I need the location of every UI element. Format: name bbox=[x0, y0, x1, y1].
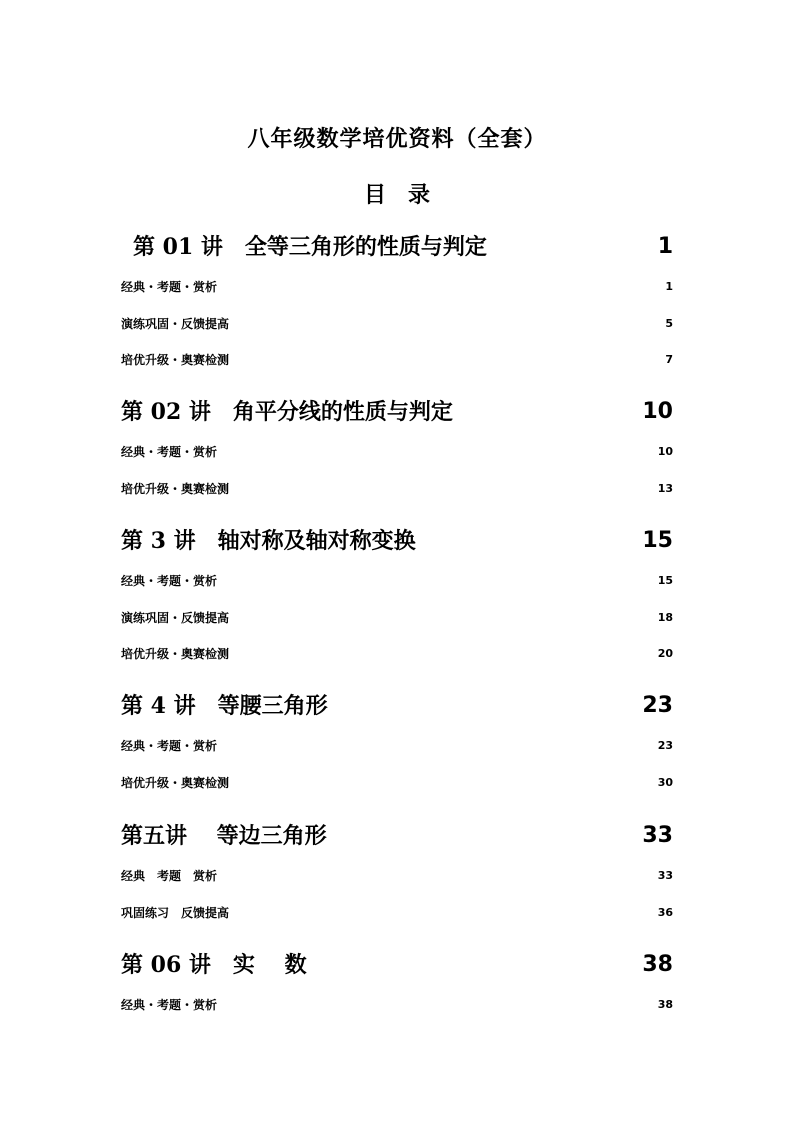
toc-section-page: 13 bbox=[657, 482, 673, 495]
toc-section-page: 10 bbox=[657, 445, 673, 458]
toc-chapter-page: 10 bbox=[642, 399, 673, 424]
toc-chapter-title: 第 01 讲 全等三角形的性质与判定 bbox=[133, 234, 487, 260]
toc-chapter-page: 15 bbox=[642, 528, 673, 553]
toc-section-page: 5 bbox=[665, 317, 673, 330]
toc-section-page: 30 bbox=[657, 776, 673, 789]
toc-section-title: 演练巩固・反馈提高 bbox=[121, 317, 230, 331]
toc-section-page: 36 bbox=[657, 906, 673, 919]
toc-section-title: 经典・考题・赏析 bbox=[121, 574, 218, 588]
toc-section-title: 培优升级・奥赛检测 bbox=[121, 647, 230, 661]
toc-section-page: 7 bbox=[665, 353, 673, 366]
toc-chapter[interactable] bbox=[121, 822, 673, 850]
toc-section-page: 1 bbox=[665, 280, 673, 293]
toc-chapter[interactable] bbox=[121, 692, 673, 720]
toc-section-title: 培优升级・奥赛检测 bbox=[121, 776, 230, 790]
toc-section-title: 经典・考题・赏析 bbox=[121, 280, 218, 294]
toc-section[interactable] bbox=[121, 352, 673, 368]
toc-section[interactable] bbox=[121, 775, 673, 791]
toc-section-page: 15 bbox=[657, 574, 673, 587]
toc-chapter-page: 38 bbox=[642, 952, 673, 977]
toc-section[interactable] bbox=[121, 316, 673, 332]
toc-section[interactable] bbox=[121, 279, 673, 295]
toc-section-title: 培优升级・奥赛检测 bbox=[121, 353, 230, 367]
toc-section[interactable] bbox=[121, 444, 673, 460]
toc-section[interactable] bbox=[121, 646, 673, 662]
toc-section-title: 培优升级・奥赛检测 bbox=[121, 482, 230, 496]
toc-section-page: 33 bbox=[657, 869, 673, 882]
toc-chapter-page: 23 bbox=[642, 693, 673, 718]
toc-section-title: 巩固练习 反馈提高 bbox=[121, 906, 230, 920]
toc-chapter-title: 第 3 讲 轴对称及轴对称变换 bbox=[121, 528, 416, 554]
toc-heading: 目 录 bbox=[363, 182, 430, 208]
toc-section[interactable] bbox=[121, 481, 673, 497]
toc-section-title: 经典・考题・赏析 bbox=[121, 998, 218, 1012]
toc-chapter-page: 1 bbox=[657, 234, 673, 259]
toc-chapter-title: 第 06 讲 实 数 bbox=[121, 952, 307, 978]
toc-chapter-title: 第 4 讲 等腰三角形 bbox=[121, 693, 328, 719]
toc-section-title: 经典・考题・赏析 bbox=[121, 445, 218, 459]
toc-section[interactable] bbox=[121, 573, 673, 589]
toc-section[interactable] bbox=[121, 905, 673, 921]
document-title: 八年级数学培优资料（全套） bbox=[247, 126, 547, 152]
toc-section[interactable] bbox=[121, 868, 673, 884]
toc-chapter[interactable] bbox=[121, 527, 673, 555]
toc-section-title: 经典 考题 赏析 bbox=[121, 869, 218, 883]
toc-section[interactable] bbox=[121, 738, 673, 754]
toc-chapter-title: 第 02 讲 角平分线的性质与判定 bbox=[121, 399, 453, 425]
toc-section[interactable] bbox=[121, 997, 673, 1013]
toc-section-page: 18 bbox=[657, 611, 673, 624]
toc-section[interactable] bbox=[121, 610, 673, 626]
toc-chapter[interactable] bbox=[121, 398, 673, 426]
toc-section-page: 38 bbox=[657, 998, 673, 1011]
toc-chapter[interactable] bbox=[121, 233, 673, 261]
toc-section-page: 20 bbox=[657, 647, 673, 660]
toc-section-title: 经典・考题・赏析 bbox=[121, 739, 218, 753]
toc-section-title: 演练巩固・反馈提高 bbox=[121, 611, 230, 625]
toc-section-page: 23 bbox=[657, 739, 673, 752]
toc-chapter-title: 第五讲 等边三角形 bbox=[121, 823, 327, 849]
toc-chapter-page: 33 bbox=[642, 823, 673, 848]
toc-chapter[interactable] bbox=[121, 951, 673, 979]
